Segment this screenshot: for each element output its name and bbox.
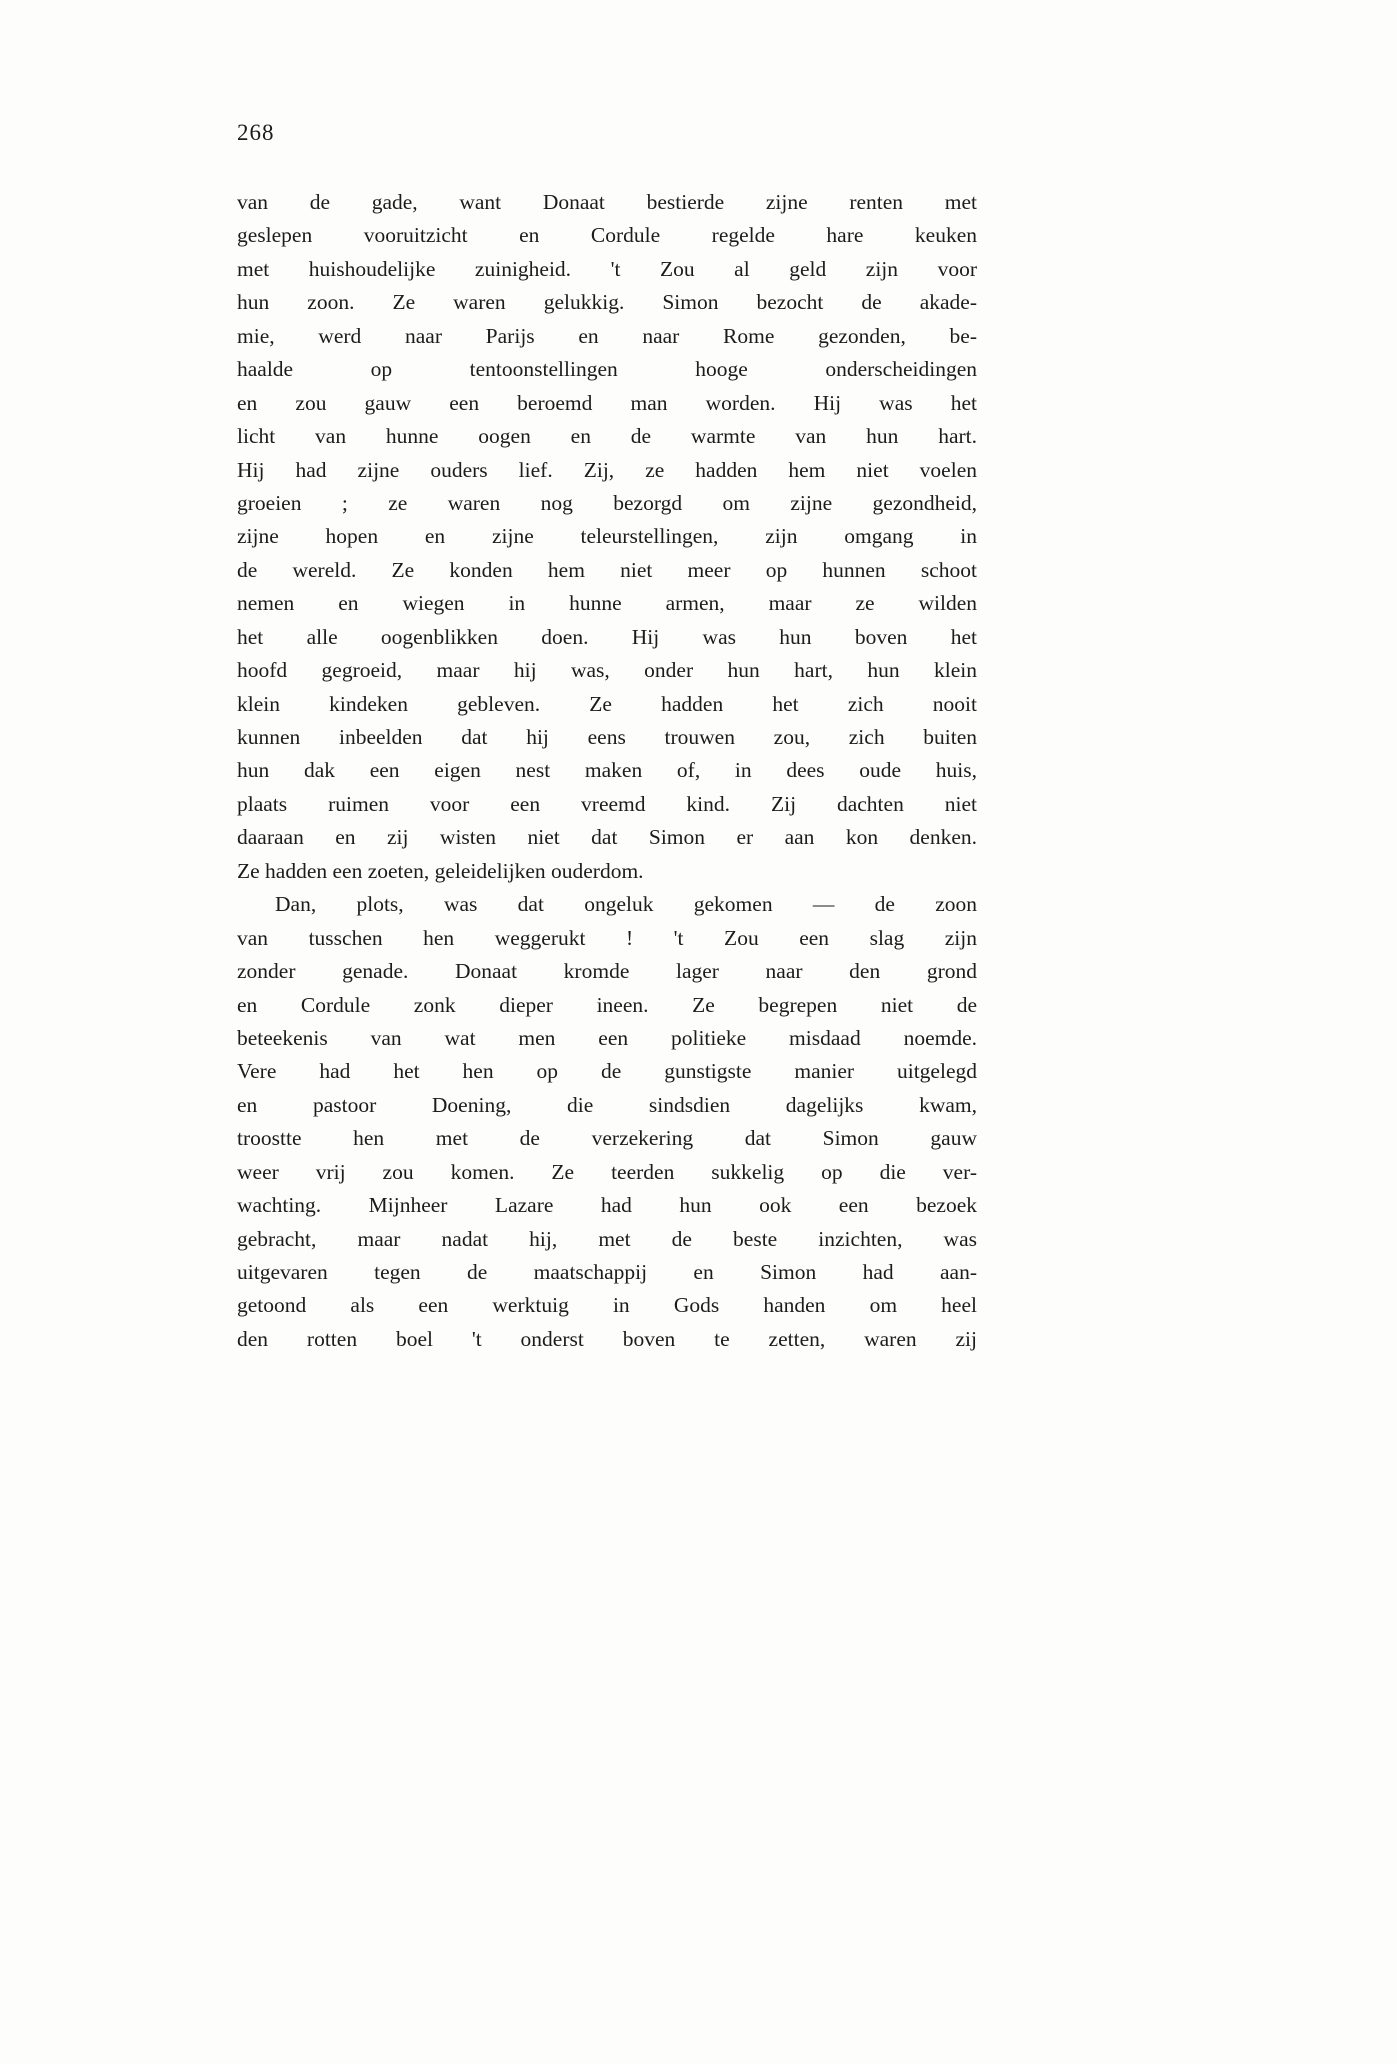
text-line: het alle oogenblikken doen. Hij was hun boven het bbox=[237, 624, 977, 649]
text-line: en zou gauw een beroemd man worden. Hij was het bbox=[237, 390, 977, 415]
text-line: zonder genade. Donaat kromde lager naar den grond bbox=[237, 959, 977, 984]
text-line: Vere had het hen op de gunstigste manier uitgelegd bbox=[237, 1059, 977, 1084]
text-line: groeien ; ze waren nog bezorgd om zijne gezondheid, bbox=[237, 490, 977, 515]
paragraph bbox=[237, 186, 977, 888]
text-line: wachting. Mijnheer Lazare had hun ook een bezoek bbox=[237, 1193, 977, 1218]
text-line: van tusschen hen weggerukt ! 't Zou een slag zijn bbox=[237, 925, 977, 950]
text-line: plaats ruimen voor een vreemd kind. Zij dachten niet bbox=[237, 791, 977, 816]
text-block bbox=[237, 186, 977, 1356]
text-line: mie, werd naar Parijs en naar Rome gezonden, be- bbox=[237, 323, 977, 348]
page-number: 268 bbox=[237, 120, 275, 145]
text-line: den rotten boel 't onderst boven te zetten, waren zij bbox=[237, 1326, 977, 1351]
text-line: weer vrij zou komen. Ze teerden sukkelig op die ver- bbox=[237, 1159, 977, 1184]
text-line: troostte hen met de verzekering dat Simon gauw bbox=[237, 1126, 977, 1151]
text-line: hoofd gegroeid, maar hij was, onder hun hart, hun klein bbox=[237, 658, 977, 683]
text-line: nemen en wiegen in hunne armen, maar ze wilden bbox=[237, 591, 977, 616]
text-line: uitgevaren tegen de maatschappij en Simon had aan- bbox=[237, 1260, 977, 1284]
text-line: getoond als een werktuig in Gods handen om heel bbox=[237, 1293, 977, 1318]
text-line: en pastoor Doening, die sindsdien dagelijks kwam, bbox=[237, 1092, 977, 1117]
text-line: Dan, plots, was dat ongeluk gekomen — de zoon bbox=[275, 892, 977, 917]
text-line: haalde op tentoonstellingen hooge onderscheidingen bbox=[237, 357, 977, 382]
text-line: Hij had zijne ouders lief. Zij, ze hadden hem niet voelen bbox=[237, 457, 977, 482]
text-line: met huishoudelijke zuinigheid. 't Zou al geld zijn voor bbox=[237, 256, 977, 281]
text-line: hun zoon. Ze waren gelukkig. Simon bezocht de akade- bbox=[237, 290, 977, 315]
text-line: hun dak een eigen nest maken of, in dees oude huis, bbox=[237, 758, 977, 783]
text-line: geslepen vooruitzicht en Cordule regelde hare keuken bbox=[237, 223, 977, 248]
text-line: daaraan en zij wisten niet dat Simon er aan kon denken. bbox=[237, 825, 977, 850]
text-line: en Cordule zonk dieper ineen. Ze begrepen niet de bbox=[237, 992, 977, 1017]
text-line: licht van hunne oogen en de warmte van hun hart. bbox=[237, 424, 977, 449]
text-line: van de gade, want Donaat bestierde zijne renten met bbox=[237, 190, 977, 214]
paragraph bbox=[237, 888, 977, 1356]
text-line: klein kindeken gebleven. Ze hadden het zich nooit bbox=[237, 691, 977, 716]
text-line: gebracht, maar nadat hij, met de beste inzichten, was bbox=[237, 1226, 977, 1251]
text-line: beteekenis van wat men een politieke misdaad noemde. bbox=[237, 1025, 977, 1050]
text-line: de wereld. Ze konden hem niet meer op hunnen schoot bbox=[237, 557, 977, 582]
text-line: Ze hadden een zoeten, geleidelijken ouderdom. bbox=[237, 858, 644, 883]
text-line: zijne hopen en zijne teleurstellingen, zijn omgang in bbox=[237, 524, 977, 549]
text-line: kunnen inbeelden dat hij eens trouwen zou, zich buiten bbox=[237, 725, 977, 749]
